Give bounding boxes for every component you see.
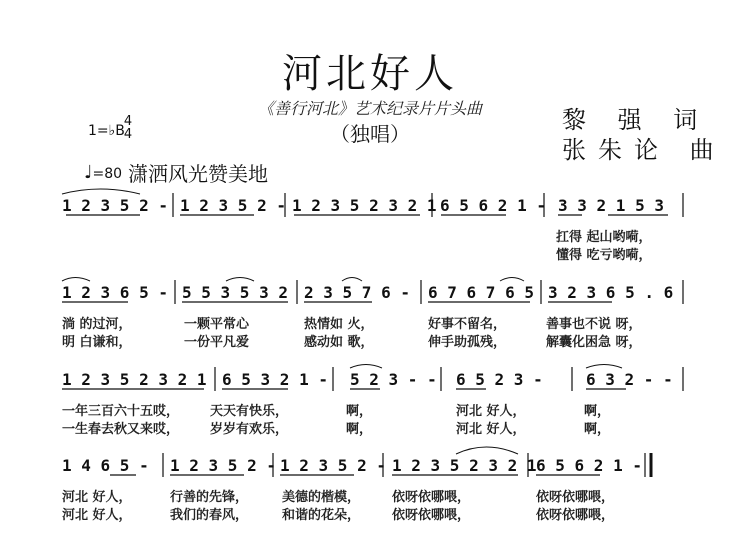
lyric-line-4-verse-2-m3: 和谐的花朵， [282, 508, 361, 523]
song-subtitle: 《善行河北》艺术纪录片片头曲 [257, 99, 482, 118]
score-line-2-measure-3: 2 3 5 7 6 - [304, 283, 410, 302]
lyricist-credit: 黎 强 词 [562, 106, 710, 134]
lyric-line-3-verse-2-m1: 一生春去秋又来哎， [62, 422, 180, 437]
lyric-line-2-verse-1-m5: 善事也不说 呀， [546, 317, 642, 332]
key-signature: 1=♭B [88, 123, 125, 139]
song-title: 河北好人 [282, 51, 458, 97]
score-line-1-measure-5: 3 3 2 1 5 3 [558, 196, 664, 215]
score-line-2-measure-1: 1 2 3 6 5 - [62, 283, 168, 302]
lyric-line-3-verse-1-m1: 一年三百六十五哎， [62, 404, 180, 419]
tempo-bpm: =80 [92, 166, 123, 182]
lyric-line-2-verse-1-m3: 热情如 火， [304, 317, 374, 332]
lyric-line-3-verse-2-m2: 岁岁有欢乐， [210, 422, 289, 437]
lyric-line-2-verse-1-m1: 淌 的过河， [62, 317, 132, 332]
lyric-line-2-verse-2-m1: 明 白谦和， [62, 335, 132, 350]
score-line-3-measure-4: 6 5 2 3 - [456, 370, 543, 389]
lyric-line-4-verse-2-m5: 依呀依哪喂， [536, 508, 615, 523]
lyric-line-2-verse-1-m2: 一颗平常心 [184, 317, 250, 332]
lyric-line-3-verse-2-m3: 啊， [346, 422, 373, 437]
score-line-1-measure-4: 6 5 6 2 1 - [440, 196, 546, 215]
lyric-line-2-verse-2-m3: 感动如 歌， [304, 335, 374, 350]
score-line-1-measure-2: 1 2 3 5 2 - [180, 196, 286, 215]
score-line-2-measure-2: 5 5 3 5 3 2 [182, 283, 288, 302]
lyric-line-4-verse-1-m1: 河北 好人， [62, 490, 132, 505]
lyric-line-2-verse-2-m5: 解囊化困急 呀， [546, 335, 642, 350]
lyric-line-4-verse-2-m1: 河北 好人， [62, 508, 132, 523]
lyric-line-3-verse-2-m5: 啊， [584, 422, 611, 437]
lyric-line-4-verse-1-m2: 行善的先锋， [170, 490, 249, 505]
score-line-4-measure-1: 1 4 6 5 - [62, 456, 149, 475]
score-line-1-measure-3: 1 2 3 5 2 3 2 1 [292, 196, 437, 215]
score-line-3-measure-5: 6 3 2 - - [586, 370, 673, 389]
lyric-line-4-verse-1-m3: 美德的楷模， [282, 490, 361, 505]
lyric-line-3-verse-1-m3: 啊， [346, 404, 373, 419]
lyric-line-3-verse-1-m2: 天天有快乐， [210, 404, 289, 419]
lyric-line-4-verse-2-m2: 我们的春风， [170, 508, 249, 523]
score-line-3-measure-3: 5 2 3 - - [350, 370, 437, 389]
score-line-3-measure-2: 6 5 3 2 1 - [222, 370, 328, 389]
lyric-line-4-verse-2-m4: 依呀依哪喂， [392, 508, 471, 523]
score-line-2-measure-4: 6 7 6 7 6 5 [428, 283, 534, 302]
lyric-line-2-verse-2-m2: 一份平凡爱 [184, 335, 250, 350]
score-line-4-measure-3: 1 2 3 5 2 - [280, 456, 386, 475]
lyric-line-1-verse-1: 扛得 起山哟嗬， [556, 230, 652, 245]
lyric-line-2-verse-1-m4: 好事不留名， [428, 317, 507, 332]
expression-marking: 潇洒风光赞美地 [128, 162, 268, 186]
time-signature-bottom: 4 [123, 127, 133, 142]
lyric-line-2-verse-2-m4: 伸手助孤残， [428, 335, 507, 350]
score-line-4-measure-4: 1 2 3 5 2 3 2 1 [392, 456, 537, 475]
lyric-line-3-verse-1-m4: 河北 好人， [456, 404, 526, 419]
quarter-note-icon: ♩ [84, 162, 93, 183]
lyric-line-3-verse-1-m5: 啊， [584, 404, 611, 419]
performance-type: （独唱） [330, 122, 410, 146]
lyric-line-4-verse-1-m5: 依呀依哪喂， [536, 490, 615, 505]
lyric-line-1-verse-2: 懂得 吃亏哟嗬， [556, 248, 652, 263]
lyric-line-3-verse-2-m4: 河北 好人， [456, 422, 526, 437]
composer-credit: 张朱论 曲 [562, 136, 726, 164]
score-line-2-measure-5: 3 2 3 6 5 . 6 [548, 283, 674, 302]
score-line-4-measure-2: 1 2 3 5 2 - [170, 456, 276, 475]
score-line-3-measure-1: 1 2 3 5 2 3 2 1 [62, 370, 207, 389]
score-line-4-measure-5: 6 5 6 2 1 - [536, 456, 642, 475]
lyric-line-4-verse-1-m4: 依呀依哪喂， [392, 490, 471, 505]
score-line-1-measure-1: 1 2 3 5 2 - [62, 196, 168, 215]
time-signature-top: 4 [123, 114, 133, 129]
